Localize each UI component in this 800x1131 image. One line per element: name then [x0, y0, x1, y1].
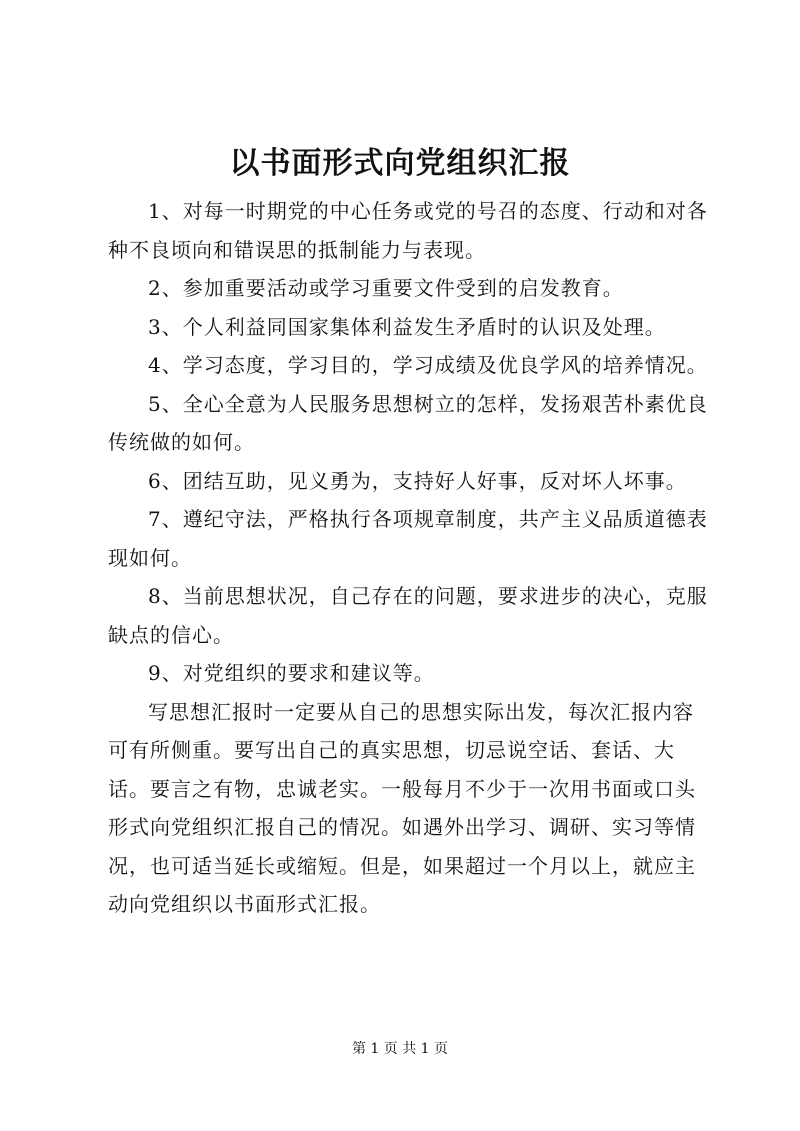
document-body: [108, 192, 708, 924]
paragraph-9: 9、对党组织的要求和建议等。: [148, 661, 435, 685]
paragraph-7: 7、遵纪守法，严格执行各项规章制度，共产主义品质道德表现如何。: [108, 507, 708, 570]
paragraph-4: 4、学习态度，学习目的，学习成绩及优良学风的培养情况。: [148, 353, 708, 377]
page-title: 以书面形式向党组织汇报: [229, 146, 571, 181]
paragraph-6: 6、团结互助，见义勇为，支持好人好事，反对坏人坏事。: [148, 468, 687, 493]
page-footer: 第 1 页 共 1 页: [351, 1041, 449, 1057]
paragraph-summary: 写思想汇报时一定要从自己的思想实际出发，每次汇报内容可有所侧重。要写出自己的真实思想，切忌说空话、套话、大话。要言之有物，忠诚老实。一般每月不少于一次用书面或口头形式向党组织汇报自己的情况。如遇外出学习、调研、实习等情况，也可适当延长或缩短。但是，如果超过一个月以上，就应主动向党组织以书面形式汇报。: [108, 699, 696, 916]
paragraph-1: 1、对每一时期党的中心任务或党的号召的态度、行动和对各种不良顷向和错误思的抵制能力与表现。: [108, 199, 708, 262]
paragraph-2: 2、参加重要活动或学习重要文件受到的启发教育。: [148, 276, 624, 300]
paragraph-3: 3、个人利益同国家集体利益发生矛盾时的认识及处理。: [148, 314, 666, 339]
paragraph-8: 8、当前思想状况，自己存在的问题，要求进步的决心，克服缺点的信心。: [108, 584, 708, 647]
paragraph-5: 5、全心全意为人民服务思想树立的怎样，发扬艰苦朴素优良传统做的如何。: [108, 391, 708, 454]
